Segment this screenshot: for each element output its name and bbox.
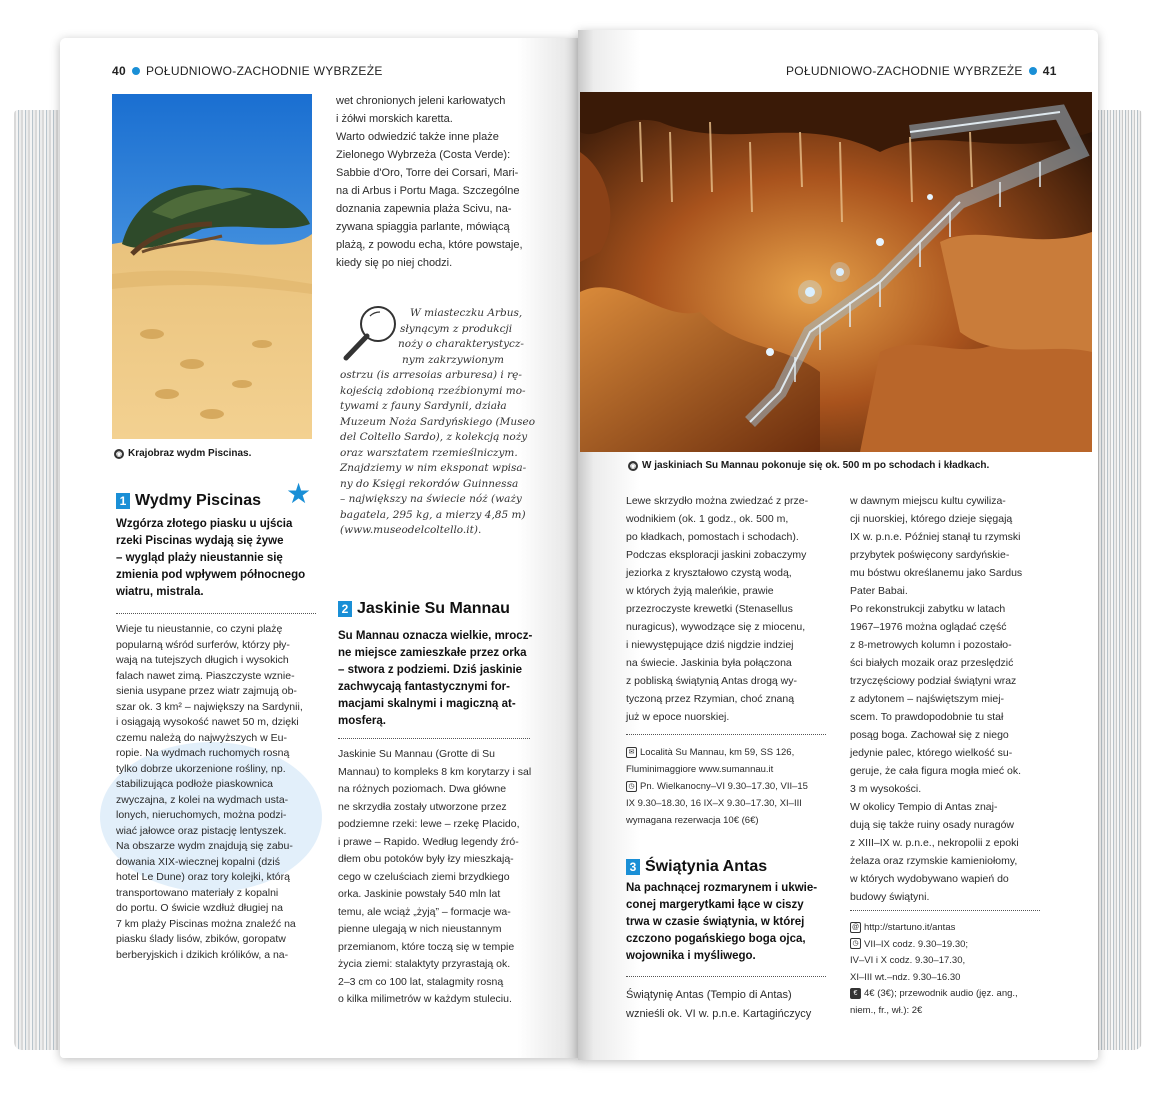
body-line: orka. Jaskinie powstały 540 mln lat [338,888,501,900]
body-line: Świątynię Antas (Tempio di Antas) [626,989,792,1001]
page-number: 40 [112,64,126,78]
header-dot-icon [132,67,140,75]
note-line: tywami z fauny Sardynii, działa [340,400,507,412]
dunes-photo [112,94,312,439]
body-line: jeziorka z kryształowo czystą wodą, [626,567,792,579]
cave-photo [580,92,1092,452]
note-line: ny do Księgi rekordów Guinnessa [340,477,519,490]
body-line: popularną wśród surferów, którzy pły- [116,638,290,651]
divider [116,613,316,614]
body-line: dłem obu potoków były łzy mieszkają- [338,853,514,865]
price-icon: € [850,988,861,999]
lead-line: zachwycają fantastycznymi for- [338,681,510,693]
body-line: 2–3 cm co 100 lat, stalagmity rosną [338,975,504,988]
body-line: zwyczajna, z kolei na wydmach usta- [116,793,289,806]
web-icon: @ [851,923,860,931]
info-line [850,970,1055,987]
body-line: o kilka milimetrów w każdym stuleciu. [338,993,512,1005]
lead-line: Na pachnącej rozmarynem i ukwie- [626,882,818,894]
section-1-lead [116,516,321,601]
body-line: Lewe skrzydło można zwiedzać z prze- [626,495,809,507]
left-page-header [112,64,383,78]
right-page-header [786,64,1057,78]
divider [338,738,530,739]
body-line: Mannau) to kompleks 8 km korytarzy i sal [338,765,532,778]
running-header: POŁUDNIOWO-ZACHODNIE WYBRZEŻE [786,64,1023,78]
lead-line: wiatru, mistrala. [116,586,204,598]
body-line: scem. To prawdopodobnie tu stał [850,711,1004,723]
info-line [626,778,836,795]
section-2-title [338,600,510,618]
lead-line: mosferą. [338,715,386,727]
section-number: 3 [626,859,640,875]
clock-icon: ◷ [850,938,861,949]
body-line: W okolicy Tempio di Antas znaj- [850,801,998,813]
body-line: Pater Babai. [850,585,908,597]
section-3-title [626,858,767,876]
body-line: lonych, nieruchomych, można podzi- [116,809,287,821]
note-line: słynącym z produkcji [400,322,513,335]
lead-line: Su Mannau oznacza wielkie, mrocz- [338,630,533,642]
camera-icon: ◉ [115,450,123,458]
body-line: przemianom, które toczą się w tempie [338,940,515,953]
body-line: szar ok. 3 km² – największy na Sardynii, [116,700,303,713]
cave-photo-image [580,92,1092,452]
body-line: trzyczęściowy podział świątyni wraz [850,675,1017,687]
body-line: z pobliską świątynią Antas drogą wy- [626,675,797,687]
body-line: budowy świątyni. [850,891,930,903]
section-2-lead [338,628,543,730]
body-line: sienia usypane przez wiatr zajmują ob- [116,685,297,697]
body-line: IX w. p.n.e. Później stanął tu rzymski [850,531,1021,543]
body-line: w których wydobywano wapień do [850,873,1009,885]
body-line: żelaza oraz rzymskie kamieniołomy, [850,855,1018,867]
info-text: VII–IX codz. 9.30–19.30; [864,938,969,950]
section-title-text: Świątynia Antas [645,858,768,875]
star-icon: ★ [286,478,312,509]
body-line: berberyjskich i dzikich królików, a na- [116,948,289,961]
section-2-body [338,746,543,1009]
cave-photo-caption [628,460,989,471]
lead-line: – wygląd plaży nieustannie się [116,552,283,564]
body-line: cego w czeluściach ziemi brzydkiego [338,870,510,883]
info-text: Fluminimaggiore www.sumannau.it [626,764,774,775]
body-line: z 8-metrowych kolumn i pozostało- [850,639,1012,651]
body-line: na różnych poziomach. Dwa główne [338,783,507,795]
info-line [850,953,1055,970]
body-line: Wieje tu nieustannie, co czyni plażę [116,623,283,635]
body-line: wają na tutejszych długich i wysokich [116,654,289,666]
info-box-antas [850,920,1055,1019]
body-line: Sabbie d'Oro, Torre dei Corsari, Mari- [336,167,519,179]
info-text: 4€ (3€); przewodnik audio (jęz. ang., [864,988,1018,999]
header-dot-icon [1029,67,1037,75]
info-box-su-mannau [626,744,836,829]
info-text: XI–III wt.–ndz. 9.30–16.30 [850,971,961,983]
body-line: nuragicus), wywodzące się z miocenu, [626,621,806,633]
body-line: już w epoce nuorskiej. [626,711,730,723]
body-line: piasku ślady lisów, zbików, goropatw [116,933,286,945]
body-line: zywana spiaggia parlante, mówiącą [336,221,510,233]
address-icon: ✉ [626,747,637,758]
lead-line: – stwora z podziemi. Dziś jaskinie [338,664,523,676]
lead-line: conej margerytkami łące w ciszy [626,899,804,911]
lead-line: wojownika i myśliwego. [626,950,756,962]
dunes-photo-caption [114,448,251,459]
info-line [850,1003,1055,1020]
divider [850,910,1040,911]
note-line: bagatela, 295 kg, a mierzy 4,85 m) [340,508,526,521]
body-line: do portu. O świcie wzdłuż długiej na [116,902,283,914]
camera-icon: ◉ [629,462,637,470]
body-line: ści białych mozaik oraz przeslędzić [850,657,1014,669]
body-line: w których żyją maleńkie, prawie [626,585,774,597]
info-line [626,795,836,812]
info-text: wymagana rezerwacja 10€ (6€) [626,815,759,826]
info-line [850,937,1055,954]
section-title-text: Jaskinie Su Mannau [357,600,510,617]
body-line: pienne ulegają w nich nieustannym [338,923,502,935]
body-line: wet chronionych jeleni karłowatych [336,95,506,107]
body-line: na świecie. Jaskinia była połączona [626,657,792,669]
note-line: (www.museodelcoltello.it). [340,524,482,536]
body-line: i prawe – Rapido. Według legendy źró- [338,835,519,848]
note-line: del Coltello Sardo), z kolekcją noży [340,431,528,443]
body-line: Jaskinie Su Mannau (Grotte di Su [338,748,495,760]
section-title-text: Wydmy Piscinas [135,492,261,509]
info-text: Località Su Mannau, km 59, SS 126, [640,747,795,758]
column-2-top-text [336,92,541,272]
body-line: ropie. Na wydmach ruchomych rosną [116,747,290,759]
body-line: posąg boga. Zachował się z niego [850,729,1009,741]
body-line: Zielonego Wybrzeża (Costa Verde): [336,149,511,161]
body-line: 7 km plaży Piscinas można znaleźć na [116,917,296,930]
body-line: czemu należą do najwyższych w Eu- [116,731,287,744]
info-text: IX 9.30–18.30, 16 IX–X 9.30–17.30, XI–III [626,798,802,809]
body-line: wznieśli ok. VI w. p.n.e. Kartagińczycy [626,1008,812,1020]
right-page-edges [1096,110,1142,1050]
body-line: geruje, że cała figura mogła mieć ok. [850,765,1021,777]
note-line: Muzeum Noża Sardyńskiego (Museo [340,415,536,428]
body-line: Podczas eksploracji jaskini zobaczymy [626,549,807,561]
section-3-lead [626,880,838,965]
clock-icon: ◷ [626,781,637,792]
info-text: Pn. Wielkanocny–VI 9.30–17.30, VII–15 [640,781,808,792]
info-line [850,986,1055,1003]
body-line: kiedy się po niej chodzi. [336,257,453,269]
section-1-title [116,492,261,510]
note-line: ostrzu (is arresoias arburesa) i rę- [340,369,522,381]
lead-line: Wzgórza złotego piasku u ujścia [116,518,293,530]
dunes-photo-image [112,94,312,439]
caption-text: W jaskiniach Su Mannau pokonuje się ok. 500 m po schodach i kładkach. [642,460,990,471]
section-number: 1 [116,493,130,509]
body-line: mu bóstwu określanemu jako Sardus [850,567,1023,579]
body-line: 3 m wysokości. [850,783,922,795]
right-col-1-body [626,492,836,726]
body-line: cji nuorskiej, którego dzieje sięgają [850,513,1013,525]
lead-line: ne miejsce zamieszkałe przez orka [338,647,527,659]
info-line [626,761,836,778]
body-line: 1967–1976 można oglądać część [850,621,1007,633]
info-line [626,744,836,761]
info-line [626,812,836,829]
body-line: tylko dobrze ukorzenione rośliny, np. [116,762,286,775]
body-line: dują się także ruiny osady nuragów [850,819,1015,831]
lead-line: trwa w czasie świątynia, w której [626,916,805,928]
info-text: IV–VI i X codz. 9.30–17.30, [850,955,966,966]
note-line: W miasteczku Arbus, [410,307,523,319]
body-line: podziemne rzeki: lewe – rzekę Placido, [338,818,520,830]
divider [626,976,826,977]
running-header: POŁUDNIOWO-ZACHODNIE WYBRZEŻE [145,64,383,78]
body-line: w dawnym miejscu kultu cywiliza- [850,495,1006,507]
body-line: Na obszarze wydm znajdują się zabu- [116,840,293,852]
body-line: wiać jałowce oraz pistację lentyszek. [116,824,287,837]
info-text: niem., fr., wł.): 2€ [850,1004,923,1016]
caption-text: Krajobraz wydm Piscinas. [128,448,252,459]
body-line: doznania zapewnia plaża Scivu, na- [336,203,512,215]
section-3-body [626,986,838,1024]
body-line: hotel Le Dune) oraz tory kolejki, którą [116,871,290,883]
lead-line: zmienia pod wpływem północnego [116,569,306,581]
body-line: temu, ale wciąż „żyją” – formacje wa- [338,905,511,918]
body-line: po kładkach, pomostach i schodach). [626,531,799,543]
note-line: noży o charakterystycz- [398,338,524,350]
handwritten-note [340,306,540,539]
body-line: jedynie palec, którego wielkość su- [850,747,1013,759]
body-line: życia ziemi: stalaktyty przyrastają ok. [338,958,511,970]
lead-line: czczono pogańskiego boga ojca, [626,933,806,945]
left-page-edges [14,110,62,1050]
body-line: z XIII–IX w. p.n.e., nekropolii z epoki [850,837,1019,849]
body-line: i żółwi morskich karetta. [336,113,453,125]
page-number: 41 [1042,64,1057,78]
section-1-body [116,622,321,963]
body-line: przezroczyste krewetki (Stenasellus [626,603,793,615]
note-line: nym zakrzywionym [402,353,504,366]
body-line: Warto odwiedzić także inne plaże [336,131,499,143]
body-line: i osiągają wysokość nawet 50 m, dzięki [116,716,299,728]
info-text: http://startuno.it/antas [864,922,956,933]
note-line: Znajdziemy w nim eksponat wpisa- [340,462,527,474]
body-line: falach nawet zimą. Piaszczyste wznie- [116,669,295,682]
divider [626,734,826,735]
note-line: kojeścią zdobioną rzeźbionymi mo- [340,384,526,397]
body-line: ne skrzydła zostały utworzone przez [338,800,507,813]
note-line: oraz warsztatem rzemieślniczym. [340,446,518,459]
lead-line: rzeki Piscinas wydają się żywe [116,535,284,547]
body-line: na di Arbus i Portu Maga. Szczególne [336,185,520,197]
lead-line: macjami skalnymi i magiczną at- [338,698,516,710]
body-line: plażą, z powodu echa, które powstaje, [336,239,523,251]
body-line: dowania XIX-wiecznej kopalni (dziś [116,855,280,868]
info-line [850,920,1055,937]
body-line: i niewystępujące dziś nigdzie indziej [626,639,794,651]
body-line: z adytonem – najświętszym miej- [850,693,1005,705]
body-line: przybytek poświęcony sardyńskie- [850,549,1010,561]
body-line: transportowano materiały z kopalni [116,886,279,899]
right-col-2-body [850,492,1050,906]
section-number: 2 [338,601,352,617]
body-line: tyczoną przez Rzymian, choć znaną [626,693,795,705]
note-line: – największy na świecie nóż (waży [340,493,522,505]
body-line: stabilizująca podłoże piaskownica [116,778,274,790]
body-line: Po rekonstrukcji zabytku w latach [850,603,1006,615]
body-line: wodnikiem (ok. 1 godz., ok. 500 m, [626,513,789,525]
